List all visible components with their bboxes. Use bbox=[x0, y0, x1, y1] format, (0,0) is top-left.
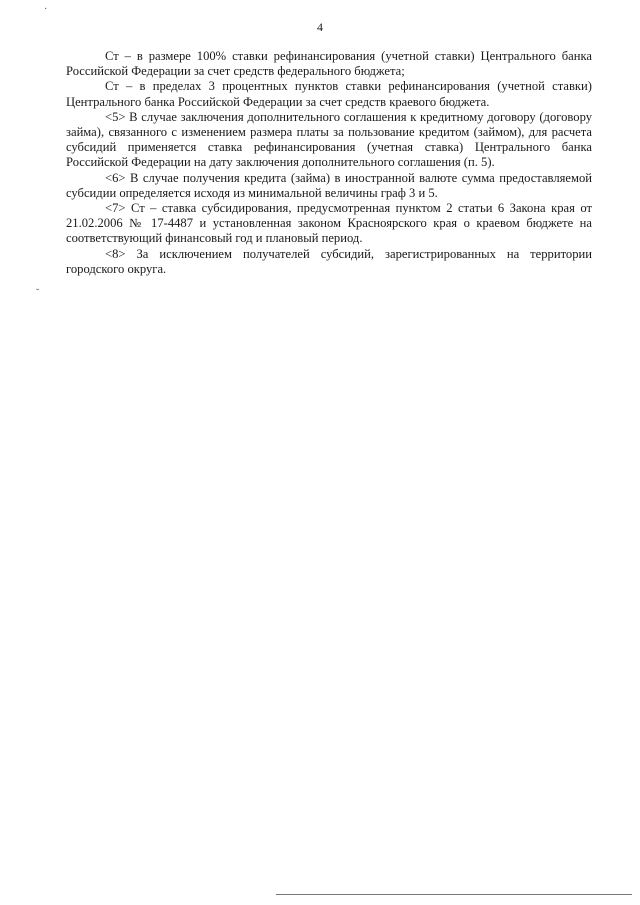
footnote-5: <5> В случае заключения дополнительного соглашения к кредитному договору (договору займа), связанного с изменением размера платы за пользование кредитом (займом), для расчета субсидий применяется ставка рефинансирования (учетная ставка) Центрального банка Российской Федерации на дату заключения дополнительного соглашения (п. 5). bbox=[66, 109, 592, 170]
footnote-6: <6> В случае получения кредита (займа) в иностранной валюте сумма предоставляемой субсидии определяется исходя из минимальной величины граф 3 и 5. bbox=[66, 170, 592, 200]
page-number: 4 bbox=[317, 20, 323, 34]
bottom-rule bbox=[276, 894, 632, 895]
document-body bbox=[66, 49, 592, 277]
paragraph-regional-rate: Ст – в пределах 3 процентных пунктов ставки рефинансирования (учетной ставки) Центрального банка Российской Федерации за счет средств краевого бюджета. bbox=[66, 79, 592, 109]
scan-speck: · bbox=[44, 4, 48, 15]
footnote-7: <7> Ст – ставка субсидирования, предусмотренная пунктом 2 статьи 6 Закона края от 21.02.2006 № 17-4487 и установленная законом Красноярского края о краевом бюджете на соответствующий финансовый год и плановый период. bbox=[66, 201, 592, 246]
paragraph-federal-rate: Ст – в размере 100% ставки рефинансирования (учетной ставки) Центрального банка Российской Федерации за счет средств федерального бюджета; bbox=[66, 49, 592, 79]
scan-speck: ˘ bbox=[36, 288, 40, 299]
footnote-8: <8> За исключением получателей субсидий, зарегистрированных на территории городского округа. bbox=[66, 246, 592, 276]
